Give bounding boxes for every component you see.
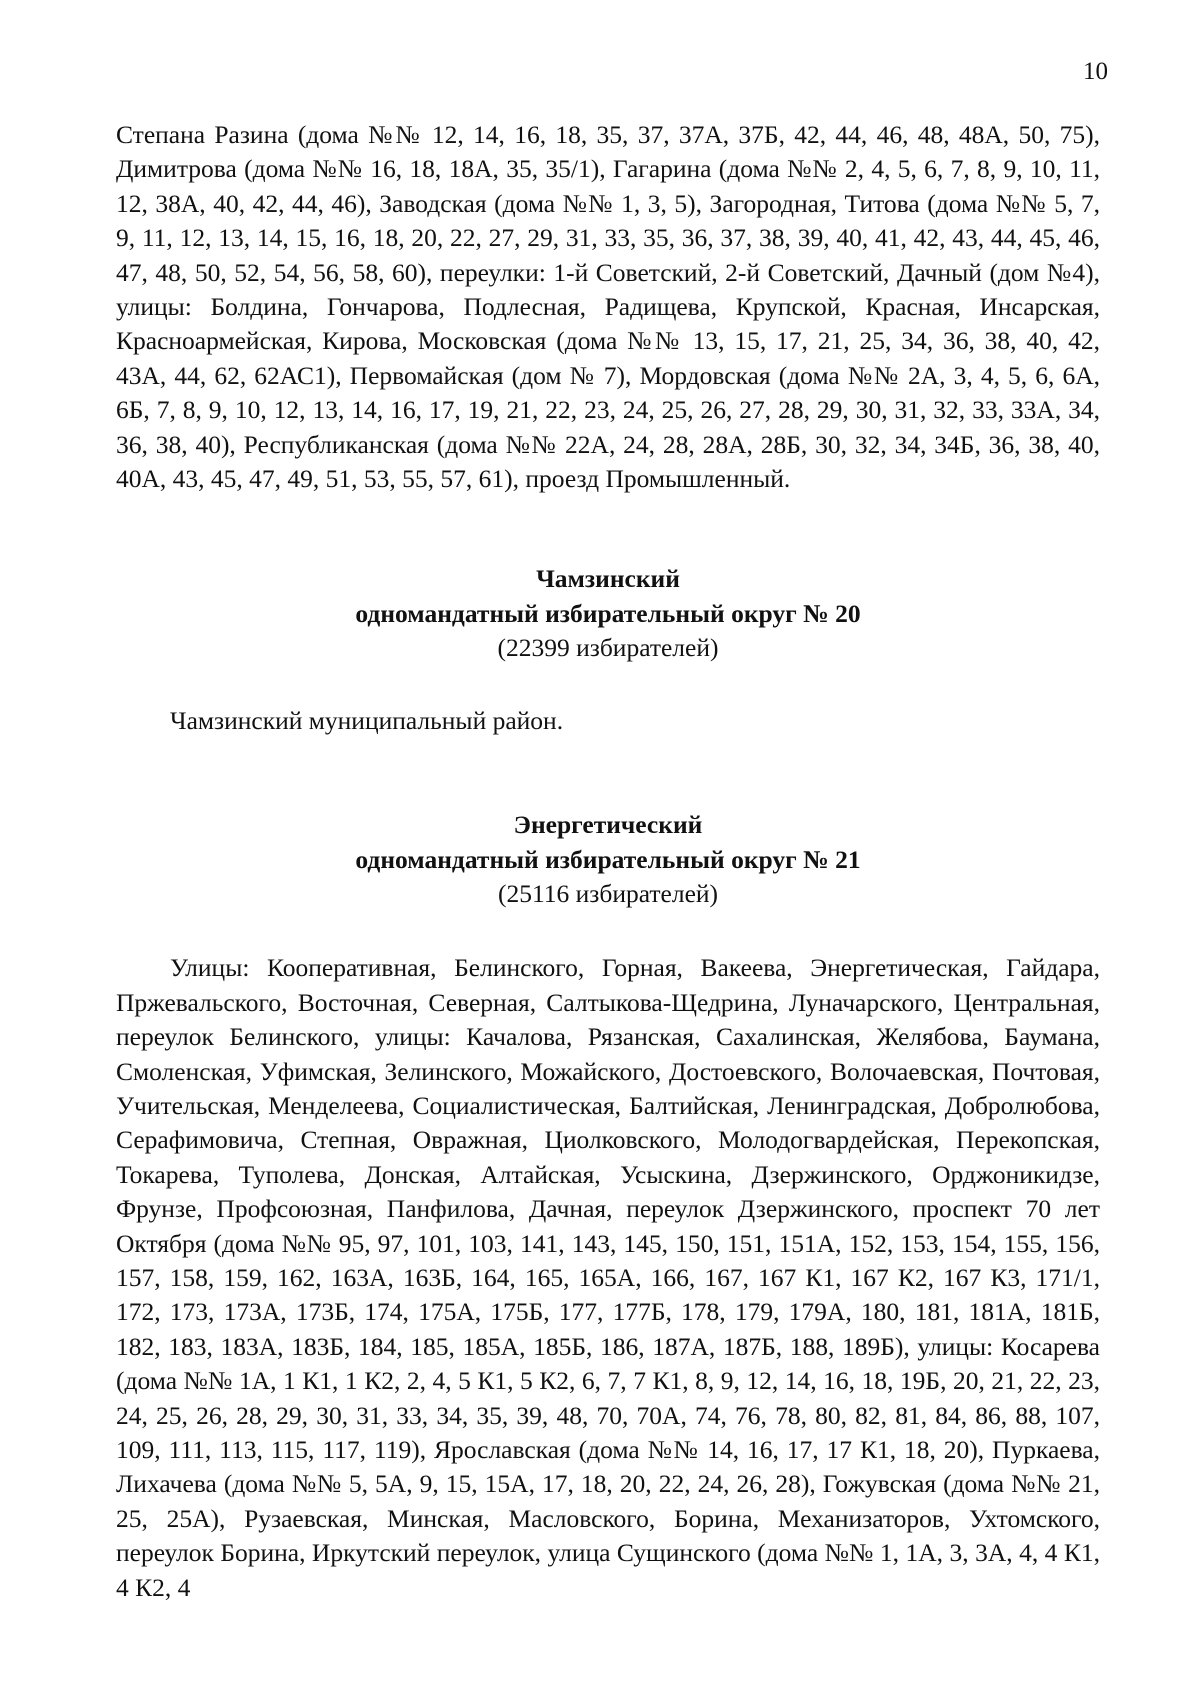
page-content — [116, 118, 1100, 1605]
district-voters: (25116 избирателей) — [497, 878, 719, 908]
page-number: 10 — [1083, 58, 1108, 85]
district-name: Чамзинский — [536, 564, 680, 594]
district-name: Энергетический — [513, 810, 703, 840]
district-title: одномандатный избирательный округ № 20 — [355, 598, 861, 628]
district-description: Улицы: Кооперативная, Белинского, Горная, Вакеева, Энергетическая, Гайдара, Пржевальского, Восточная, Северная, Салтыкова-Щедрина, Луначарского, Центральная, переулок Белинского, улицы: Качалова, Рязанская, Сахалинская, Желябова, Баумана, Смоленская, Уфимская, Зелинского, Можайского, Достоевского, Волочаевская, Почтовая, Учительская, Менделеева, Социалистическая, Балтийская, Ленинградская, Добролюбова, Серафимовича, Степная, Овражная, Циолковского, Молодогвардейская, Перекопская, Токарева, Туполева, Донская, Алтайская, Усыскина, Дзержинского, Орджоникидзе, Фрунзе, Профсоюзная, Панфилова, Дачная, переулок Дзержинского, проспект 70 лет Октября (дома №№ 95, 97, 101, 103, 141, 143, 145, 150, 151, 151А, 152, 153, 154, 155, 156, 157, 158, 159, 162, 163А, 163Б, 164, 165, 165А, 166, 167, 167 К1, 167 К2, 167 К3, 171/1, 172, 173, 173А, 173Б, 174, 175А, 175Б, 177, 177Б, 178, 179, 179А, 180, 181, 181А, 181Б, 182, 183, 183А, 183Б, 184, 185, 185А, 185Б, 186, 187А, 187Б, 188, 189Б), улицы: Косарева (дома №№ 1А, 1 К1, 1 К2, 2, 4, 5 К1, 5 К2, 6, 7, 7 К1, 8, 9, 12, 14, 16, 18, 19Б, 20, 21, 22, 23, 24, 25, 26, 28, 29, 30, 31, 33, 34, 35, 39, 48, 70, 70А, 74, 76, 78, 80, 82, 81, 84, 86, 88, 107, 109, 111, 113, 115, 117, 119), Ярославская (дома №№ 14, 16, 17, 17 К1, 18, 20), Пуркаева, Лихачева (дома №№ 5, 5А, 9, 15, 15А, 17, 18, 20, 22, 24, 26, 28), Гожувская (дома №№ 21, 25, 25А), Рузаевская, Минская, Масловского, Борина, Механизаторов, Ухтомского, переулок Борина, Иркутский переулок, улица Сущинского (дома №№ 1, 1А, 3, 3А, 4, 4 К1, 4 К2, 4 — [116, 953, 1100, 1602]
district-section-21 — [116, 808, 1100, 1605]
continuation-paragraph: Степана Разина (дома №№ 12, 14, 16, 18, 35, 37, 37А, 37Б, 42, 44, 46, 48, 48А, 50, 75), Димитрова (дома №№ 16, 18, 18А, 35, 35/1), Гагарина (дома №№ 2, 4, 5, 6, 7, 8, 9, 10, 11, 12, 38А, 40, 42, 44, 46), Заводская (дома №№ 1, 3, 5), Загородная, Титова (дома №№ 5, 7, 9, 11, 12, 13, 14, 15, 16, 18, 20, 22, 27, 29, 31, 33, 35, 36, 37, 38, 39, 40, 41, 42, 43, 44, 45, 46, 47, 48, 50, 52, 54, 56, 58, 60), переулки: 1-й Советский, 2-й Советский, Дачный (дом №4), улицы: Болдина, Гончарова, Подлесная, Радищева, Крупской, Красная, Инсарская, Красноармейская, Кирова, Московская (дома №№ 13, 15, 17, 21, 25, 34, 36, 38, 40, 42, 43А, 44, 62, 62АС1), Первомайская (дом № 7), Мордовская (дома №№ 2А, 3, 4, 5, 6, 6А, 6Б, 7, 8, 9, 10, 12, 13, 14, 16, 17, 19, 21, 22, 23, 24, 25, 26, 27, 28, 29, 30, 31, 32, 33, 33А, 34, 36, 38, 40), Республиканская (дома №№ 22А, 24, 28, 28А, 28Б, 30, 32, 34, 34Б, 36, 38, 40, 40А, 43, 45, 47, 49, 51, 53, 55, 57, 61), проезд Промышленный. — [116, 120, 1100, 494]
district-title: одномандатный избирательный округ № 21 — [355, 844, 861, 874]
district-section-20 — [116, 562, 1100, 738]
district-description: Чамзинский муниципальный район. — [170, 705, 564, 735]
district-voters: (22399 избирателей) — [497, 633, 719, 663]
